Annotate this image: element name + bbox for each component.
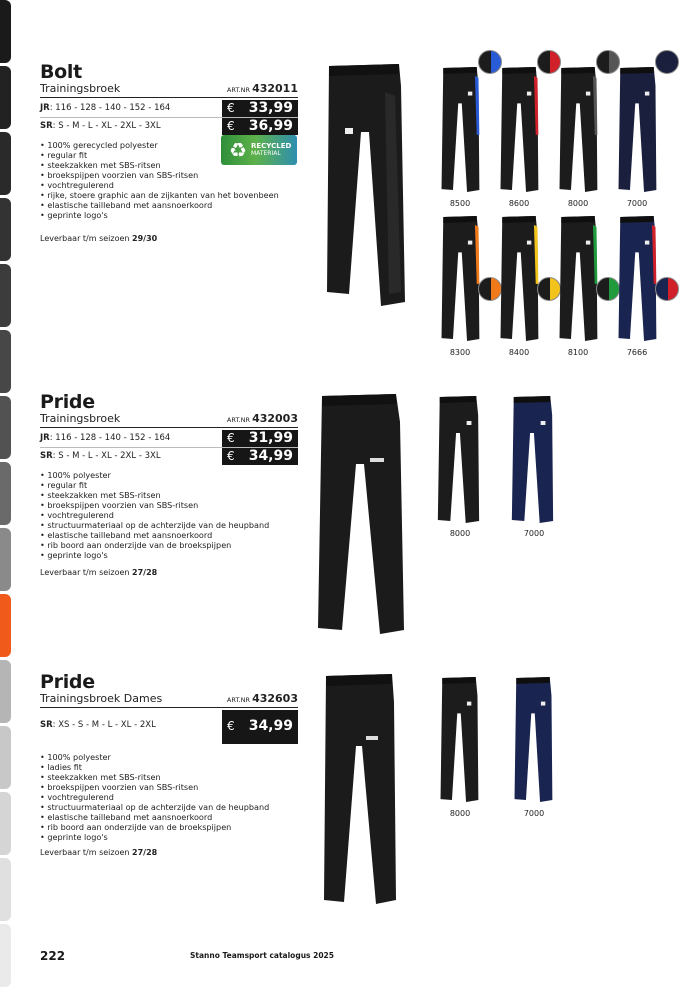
feature-item: • 100% gerecycled polyester: [40, 140, 158, 150]
product-name: Pride: [40, 391, 95, 413]
feature-item: • structuurmateriaal op de achterzijde van de heupband: [40, 802, 270, 812]
feature-item: • geprinte logo's: [40, 832, 108, 842]
feature-item: • broekspijpen voorzien van SBS-ritsen: [40, 170, 199, 180]
colorway-image: [508, 395, 556, 525]
product-subtitle-row: [40, 82, 298, 98]
senior-sizes: SR: XS - S - M - L - XL - 2XL: [40, 720, 156, 730]
bolt-main-image: [315, 62, 415, 310]
feature-item: • geprinte logo's: [40, 210, 108, 220]
colorway-code: 8500: [449, 199, 471, 208]
feature-item: • 100% polyester: [40, 470, 111, 480]
feature-item: • elastische tailleband met aansnoerkoord: [40, 530, 213, 540]
junior-sizes: JR: 116 - 128 - 140 - 152 - 164: [40, 103, 171, 113]
section-tab[interactable]: [0, 330, 11, 393]
colorway-image: [556, 215, 600, 343]
product-pride: [40, 392, 298, 560]
senior-sizes: SR: S - M - L - XL - 2XL - 3XL: [40, 451, 161, 461]
section-tab[interactable]: [0, 528, 11, 591]
availability: Leverbaar t/m seizoen 27/28: [40, 848, 158, 857]
colorway-image: [615, 215, 659, 343]
product-subtitle: Trainingsbroek: [40, 82, 121, 95]
colorway-image: [438, 215, 482, 343]
feature-item: • ladies fit: [40, 762, 82, 772]
feature-item: • vochtregulerend: [40, 792, 114, 802]
colorway-code: 7000: [626, 199, 648, 208]
article-number: ART.NR 432603: [226, 692, 298, 705]
section-tab[interactable]: [0, 660, 11, 723]
feature-list: [40, 752, 298, 842]
availability: Leverbaar t/m seizoen 29/30: [40, 234, 158, 243]
recycled-material-badge: ♻ RECYCLED MATERIAL: [221, 135, 297, 165]
feature-item: • geprinte logo's: [40, 550, 108, 560]
junior-size-row: [40, 430, 298, 447]
pride-dames-main-image: [318, 672, 400, 906]
article-number: ART.NR 432011: [226, 82, 298, 95]
colorway-code: 7000: [523, 809, 545, 818]
feature-item: • regular fit: [40, 480, 88, 490]
section-tab[interactable]: [0, 726, 11, 789]
junior-sizes: JR: 116 - 128 - 140 - 152 - 164: [40, 433, 171, 443]
product-name: Pride: [40, 671, 95, 693]
colorway-code: 8600: [508, 199, 530, 208]
feature-item: • broekspijpen voorzien van SBS-ritsen: [40, 782, 199, 792]
feature-item: • broekspijpen voorzien van SBS-ritsen: [40, 500, 199, 510]
section-tab[interactable]: [0, 198, 11, 261]
section-tab[interactable]: [0, 792, 11, 855]
colorway-image: [438, 66, 482, 194]
section-tabs: [0, 0, 12, 990]
feature-item: • steekzakken met SBS-ritsen: [40, 490, 161, 500]
senior-price: € 34,99: [222, 448, 298, 465]
availability: Leverbaar t/m seizoen 27/28: [40, 568, 158, 577]
junior-price: € 33,99: [222, 100, 298, 117]
junior-size-row: [40, 100, 298, 117]
section-tab[interactable]: [0, 858, 11, 921]
feature-item: • steekzakken met SBS-ritsen: [40, 772, 161, 782]
feature-list: [40, 470, 298, 560]
catalog-title: Stanno Teamsport catalogus 2025: [190, 951, 334, 960]
product-subtitle-row: [40, 692, 298, 708]
colorway-image: [437, 676, 481, 804]
colorway-code: 8400: [508, 348, 530, 357]
senior-price: € 34,99: [222, 710, 298, 744]
product-subtitle-row: [40, 412, 298, 428]
section-tab[interactable]: [0, 264, 11, 327]
feature-item: • regular fit: [40, 150, 88, 160]
colorway-code: 8000: [567, 199, 589, 208]
product-subtitle: Trainingsbroek: [40, 412, 121, 425]
feature-item: • elastische tailleband met aansnoerkoord: [40, 200, 213, 210]
colorway-code: 7000: [523, 529, 545, 538]
colorway-code: 8000: [449, 529, 471, 538]
colorway-image: [497, 215, 541, 343]
feature-item: • steekzakken met SBS-ritsen: [40, 160, 161, 170]
page-number: 222: [40, 949, 66, 963]
color-swatch: [655, 50, 679, 74]
colorway-image: [615, 66, 659, 194]
section-tab[interactable]: [0, 132, 11, 195]
product-pride-dames: [40, 672, 298, 842]
section-tab[interactable]: [0, 396, 11, 459]
colorway-image: [556, 66, 600, 194]
colorway-image: [434, 395, 482, 525]
senior-size-row: [40, 117, 298, 134]
senior-sizes: SR: S - M - L - XL - 2XL - 3XL: [40, 121, 161, 131]
section-tab[interactable]: [0, 0, 11, 63]
feature-item: • 100% polyester: [40, 752, 111, 762]
senior-price: € 36,99: [222, 118, 298, 135]
colorway-image: [511, 676, 555, 804]
feature-item: • structuurmateriaal op de achterzijde van de heupband: [40, 520, 270, 530]
feature-item: • vochtregulerend: [40, 180, 114, 190]
senior-size-row: [40, 710, 298, 744]
section-tab[interactable]: [0, 462, 11, 525]
section-tab[interactable]: [0, 66, 11, 129]
feature-item: • rib boord aan onderzijde van de broekspijpen: [40, 822, 232, 832]
colorway-code: 8100: [567, 348, 589, 357]
junior-price: € 31,99: [222, 430, 298, 447]
product-subtitle: Trainingsbroek Dames: [40, 692, 163, 705]
feature-item: • elastische tailleband met aansnoerkoord: [40, 812, 213, 822]
section-tab[interactable]: [0, 924, 11, 987]
senior-size-row: [40, 447, 298, 464]
product-name: Bolt: [40, 61, 82, 83]
recycle-icon: ♻: [229, 138, 247, 162]
feature-item: • rib boord aan onderzijde van de broekspijpen: [40, 540, 232, 550]
colorway-image: [497, 66, 541, 194]
section-tab[interactable]: [0, 594, 11, 657]
color-swatch: [655, 277, 679, 301]
pride-main-image: [312, 392, 408, 636]
colorway-code: 8000: [449, 809, 471, 818]
article-number: ART.NR 432003: [226, 412, 298, 425]
feature-item: • vochtregulerend: [40, 510, 114, 520]
colorway-code: 7666: [626, 348, 648, 357]
colorway-code: 8300: [449, 348, 471, 357]
feature-item: • rijke, stoere graphic aan de zijkanten van het bovenbeen: [40, 190, 279, 200]
